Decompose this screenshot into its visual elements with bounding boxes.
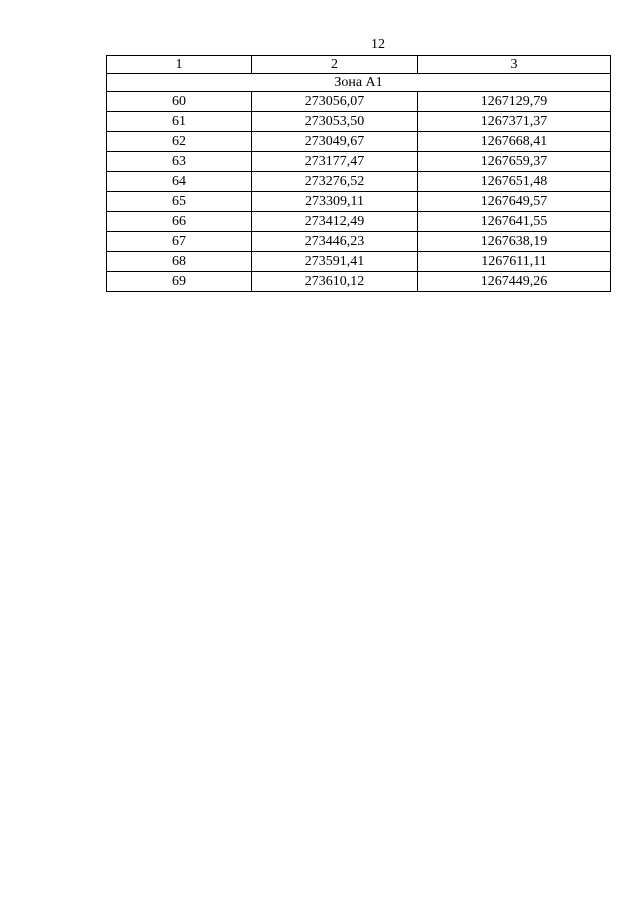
coordinate-x: 273276,52: [252, 172, 418, 192]
column-header-2: 2: [252, 56, 418, 74]
coordinate-y: 1267129,79: [418, 92, 611, 112]
table-row: [107, 212, 611, 232]
coordinate-x: 273056,07: [252, 92, 418, 112]
column-header-3: 3: [418, 56, 611, 74]
point-number: 64: [107, 172, 252, 192]
coordinate-x: 273053,50: [252, 112, 418, 132]
page-number: 12: [371, 37, 385, 52]
coordinate-y: 1267649,57: [418, 192, 611, 212]
coordinate-y: 1267371,37: [418, 112, 611, 132]
coordinate-x: 273591,41: [252, 252, 418, 272]
table-row: [107, 132, 611, 152]
table-row: [107, 192, 611, 212]
point-number: 66: [107, 212, 252, 232]
coordinate-x: 273446,23: [252, 232, 418, 252]
point-number: 60: [107, 92, 252, 112]
point-number: 62: [107, 132, 252, 152]
column-header-1: 1: [107, 56, 252, 74]
table-row: [107, 152, 611, 172]
coordinate-y: 1267668,41: [418, 132, 611, 152]
coordinate-x: 273177,47: [252, 152, 418, 172]
coordinate-y: 1267611,11: [418, 252, 611, 272]
point-number: 65: [107, 192, 252, 212]
coordinate-x: 273309,11: [252, 192, 418, 212]
zone-row: [107, 74, 611, 92]
coordinate-x: 273049,67: [252, 132, 418, 152]
table-row: [107, 92, 611, 112]
header-row: [107, 56, 611, 74]
coordinate-y: 1267641,55: [418, 212, 611, 232]
table-row: [107, 112, 611, 132]
coordinate-y: 1267638,19: [418, 232, 611, 252]
coordinate-y: 1267659,37: [418, 152, 611, 172]
table-row: [107, 232, 611, 252]
table-row: [107, 172, 611, 192]
table-row: [107, 272, 611, 292]
zone-label: Зона А1: [107, 74, 611, 92]
point-number: 67: [107, 232, 252, 252]
point-number: 68: [107, 252, 252, 272]
coordinate-y: 1267651,48: [418, 172, 611, 192]
point-number: 61: [107, 112, 252, 132]
coordinate-x: 273610,12: [252, 272, 418, 292]
coordinate-y: 1267449,26: [418, 272, 611, 292]
point-number: 69: [107, 272, 252, 292]
coordinates-table: [106, 55, 611, 292]
table-row: [107, 252, 611, 272]
point-number: 63: [107, 152, 252, 172]
coordinate-x: 273412,49: [252, 212, 418, 232]
